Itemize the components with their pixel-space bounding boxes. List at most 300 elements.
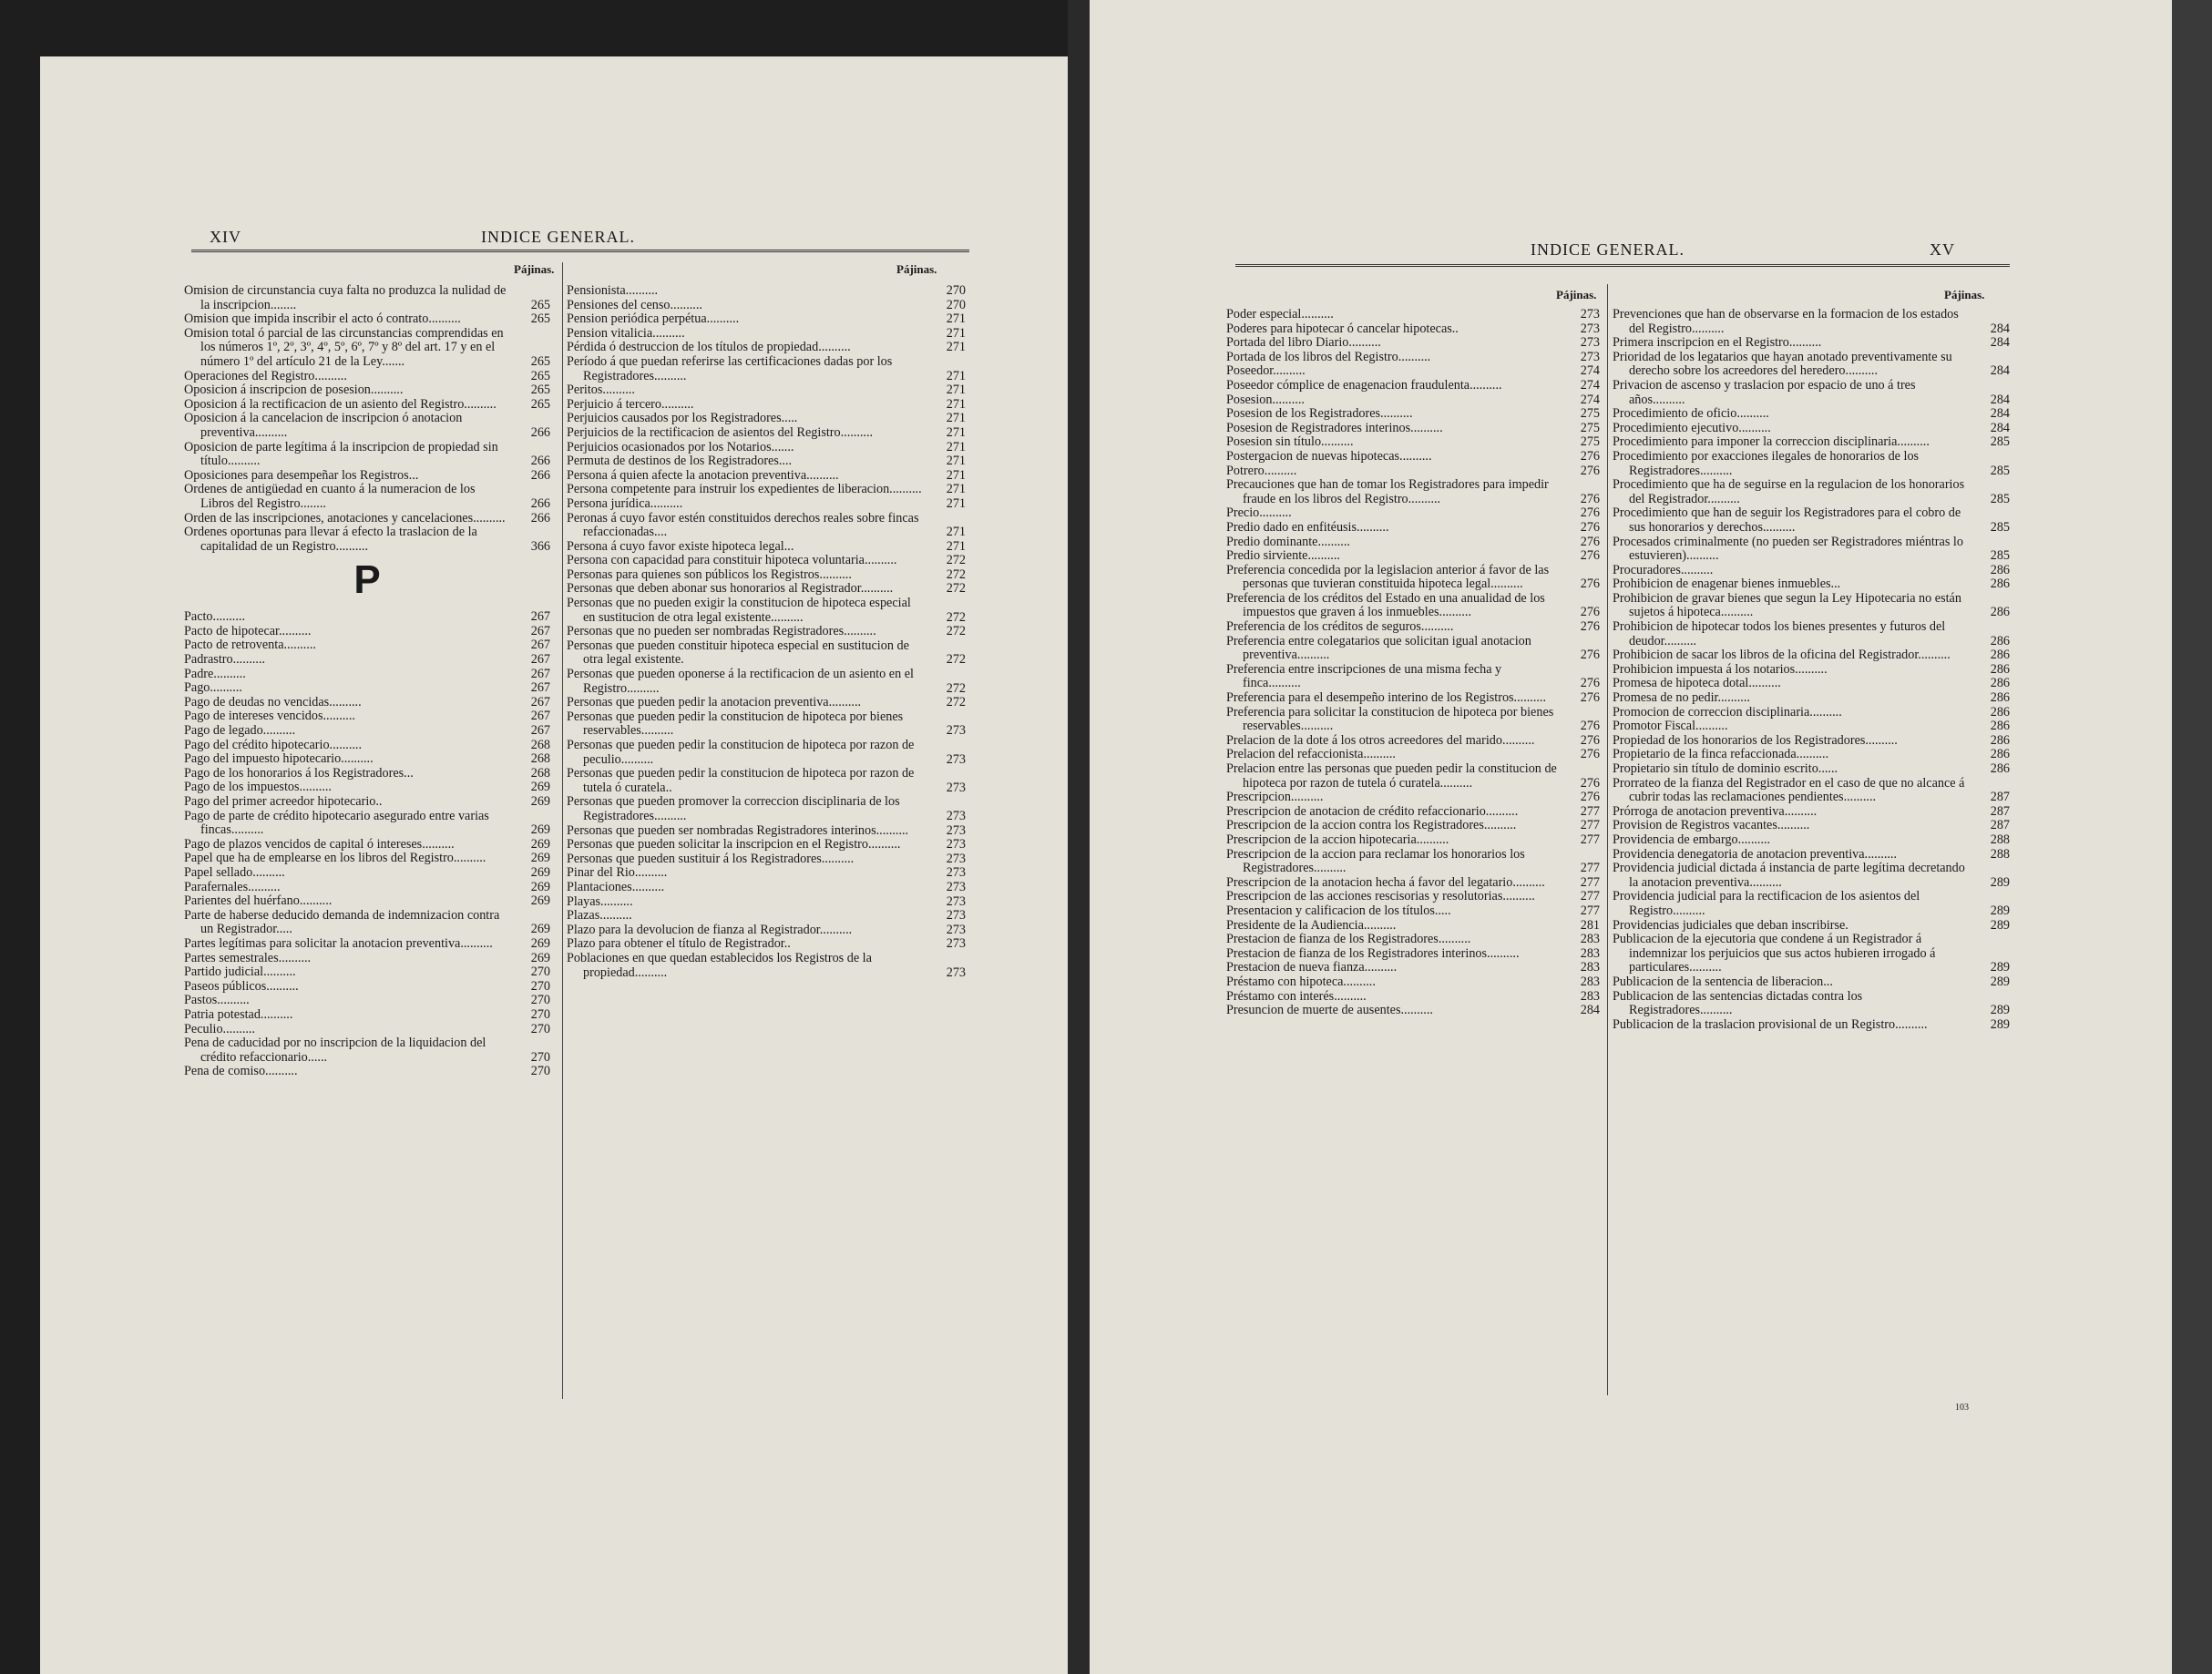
entry-text: Permuta de destinos de los Registradores.... [567, 454, 793, 469]
entry-text: Personas que no pueden exigir la constitucion de hipoteca especial en sustitucion de otra legal existente.......... [567, 596, 911, 625]
index-entry [567, 412, 966, 426]
index-entry [567, 895, 966, 910]
index-entry [1613, 577, 2010, 592]
index-entry [184, 610, 550, 625]
index-entry [1226, 592, 1600, 620]
entry-text: Pension periódica perpétua.......... [567, 311, 740, 327]
index-entry [567, 696, 966, 710]
entry-text: Persona jurídica.......... [567, 495, 683, 511]
index-entry [184, 1008, 550, 1023]
entry-text: Pago de intereses vencidos.......... [184, 709, 355, 724]
entry-page: 271 [946, 411, 966, 426]
entry-page: 287 [1990, 818, 2010, 833]
index-entry [567, 739, 966, 767]
entry-page: 289 [1990, 1003, 2010, 1018]
index-entry [184, 1036, 550, 1065]
entry-text: Oposicion de parte legítima á la inscripcion de propiedad sin título.......... [184, 439, 498, 469]
entry-page: 286 [1990, 690, 2010, 706]
index-entry [184, 483, 550, 511]
index-entry [184, 469, 550, 484]
entry-text: Paseos públicos.......... [184, 978, 299, 994]
index-entry [567, 454, 966, 469]
index-entry [1226, 364, 1600, 379]
entry-page: 276 [1580, 732, 1600, 748]
entry-text: Pago de deudas no vencidas.......... [184, 694, 362, 709]
index-entry [567, 469, 966, 484]
entry-text: Padrastro.......... [184, 652, 266, 668]
index-entry [184, 752, 550, 767]
index-entry [1226, 805, 1600, 820]
index-entry [1613, 706, 2010, 720]
entry-page: 267 [530, 609, 550, 625]
index-entry [184, 952, 550, 966]
index-entry [1613, 777, 2010, 805]
entry-page: 271 [946, 340, 966, 355]
entry-text: Prescripcion de la accion contra los Registradores.......... [1226, 818, 1517, 833]
entry-page: 272 [946, 609, 966, 625]
index-entry [567, 398, 966, 413]
entry-text: Partes semestrales.......... [184, 950, 312, 965]
index-entry [567, 824, 966, 839]
entry-text: Pago de legado.......... [184, 723, 296, 739]
entry-page: 276 [1580, 448, 1600, 464]
entry-page: 273 [946, 837, 966, 852]
entry-text: Presidente de la Audiencia.......... [1226, 917, 1397, 933]
entry-page: 268 [530, 737, 550, 752]
entry-page: 276 [1580, 519, 1600, 535]
index-entry [184, 370, 550, 384]
entry-text: Precauciones que han de tomar los Registradores para impedir fraude en los libros del Registro.......... [1226, 477, 1549, 506]
entry-text: Propiedad de los honorarios de los Registradores.......... [1613, 732, 1898, 748]
entry-page: 276 [1580, 577, 1600, 592]
index-entry [1613, 663, 2010, 678]
index-entry [1226, 819, 1600, 833]
entry-page: 275 [1580, 420, 1600, 435]
index-entry [1226, 990, 1600, 1005]
index-entry [1613, 422, 2010, 436]
entry-page: 284 [1990, 406, 2010, 422]
entry-page: 269 [530, 864, 550, 880]
index-entry [184, 284, 550, 312]
entry-text: Parte de haberse deducido demanda de indemnizacion contra un Registrador..... [184, 907, 500, 937]
entry-text: Personas que pueden solicitar la inscripcion en el Registro.......... [567, 837, 901, 852]
entry-text: Publicacion de las sentencias dictadas contra los Registradores.......... [1613, 988, 1863, 1018]
entry-text: Presentacion y calificacion de los títulos..... [1226, 903, 1451, 918]
entry-text: Plantaciones.......... [567, 879, 665, 894]
entry-page: 266 [530, 510, 550, 526]
index-entry [1613, 379, 2010, 407]
entry-text: Prescripcion de las acciones rescisorias y resolutorias.......... [1226, 889, 1535, 904]
entry-page: 284 [1580, 1003, 1600, 1018]
index-entry [1226, 308, 1600, 322]
entry-page: 289 [1990, 874, 2010, 890]
index-entry [1226, 748, 1600, 762]
index-entry [1226, 536, 1600, 550]
index-entry [1226, 564, 1600, 592]
index-entry [567, 866, 966, 881]
entry-text: Persona á cuyo favor existe hipoteca legal... [567, 538, 794, 554]
index-entry [184, 909, 550, 937]
column-divider-left [562, 262, 563, 1399]
index-entry [1613, 620, 2010, 648]
entry-page: 272 [946, 680, 966, 696]
entry-text: Promocion de correccion disciplinaria.......... [1613, 704, 1842, 720]
entry-page: 269 [530, 935, 550, 951]
entry-text: Providencia denegatoria de anotacion preventiva.......... [1613, 846, 1898, 862]
index-entry [567, 909, 966, 924]
entry-text: Patria potestad.......... [184, 1006, 293, 1022]
entry-page: 276 [1580, 747, 1600, 762]
index-entry [567, 625, 966, 639]
entry-page: 283 [1580, 960, 1600, 975]
entry-text: Oposicion á la cancelacion de inscripcion ó anotacion preventiva.......... [184, 411, 463, 440]
entry-text: Oposiciones para desempeñar los Registros... [184, 467, 419, 483]
entry-page: 276 [1580, 676, 1600, 691]
entry-text: Persona á quien afecte la anotacion preventiva.......... [567, 467, 839, 483]
entry-text: Prescripcion.......... [1226, 790, 1324, 805]
entry-page: 265 [530, 311, 550, 327]
entry-text: Pacto de retroventa.......... [184, 638, 316, 653]
entry-text: Oposicion á la rectificacion de un asiento del Registro.......... [184, 396, 497, 412]
entry-page: 285 [1990, 519, 2010, 535]
entry-page: 271 [946, 495, 966, 511]
col1-header-left: Pájinas. [514, 262, 555, 276]
index-entry [1226, 450, 1600, 464]
entry-text: Pastos.......... [184, 993, 250, 1008]
entry-page: 273 [1580, 349, 1600, 364]
book-gutter [1068, 0, 1090, 1674]
index-entry [1226, 762, 1600, 791]
index-entry [184, 781, 550, 795]
entry-text: Poseedor.......... [1226, 363, 1306, 379]
entry-text: Período á que puedan referirse las certificaciones dadas por los Registradores.......... [567, 353, 893, 383]
left-column-1 [184, 284, 550, 1079]
index-entry [1226, 635, 1600, 663]
index-entry [1613, 450, 2010, 478]
index-entry [1226, 975, 1600, 990]
entry-page: 271 [946, 454, 966, 469]
entry-text: Prestacion de fianza de los Registradores.......... [1226, 932, 1471, 947]
entry-text: Préstamo con hipoteca.......... [1226, 974, 1376, 989]
entry-page: 277 [1580, 889, 1600, 904]
entry-page: 269 [530, 780, 550, 795]
index-entry [1613, 720, 2010, 734]
section-letter: P [353, 557, 381, 603]
index-entry [1226, 833, 1600, 848]
entry-text: Providencia de embargo.......... [1613, 832, 1771, 847]
index-entry [567, 597, 966, 625]
index-entry [1226, 464, 1600, 479]
entry-text: Procesados criminalmente (no pueden ser Registradores miéntras lo estuvieren).......... [1613, 534, 1963, 564]
entry-text: Pago del impuesto hipotecario.......... [184, 751, 374, 767]
entry-text: Oposicion á inscripcion de posesion.......... [184, 383, 404, 398]
entry-page: 267 [530, 623, 550, 638]
entry-text: Persona con capacidad para constituir hipoteca voluntaria.......... [567, 553, 897, 568]
index-entry [1613, 933, 2010, 975]
entry-page: 274 [1580, 392, 1600, 407]
entry-page: 274 [1580, 363, 1600, 379]
entry-page: 287 [1990, 790, 2010, 805]
entry-page: 271 [946, 424, 966, 440]
entry-page: 277 [1580, 903, 1600, 918]
entry-text: Prohibicion de hipotecar todos los bienes presentes y futuros del deudor.......... [1613, 619, 1946, 648]
entry-page: 286 [1990, 605, 2010, 620]
index-entry [567, 838, 966, 852]
index-entry [184, 653, 550, 668]
entry-text: Parafernales.......... [184, 879, 281, 894]
entry-page: 269 [530, 851, 550, 866]
entry-text: Pacto de hipotecar.......... [184, 623, 312, 638]
entry-text: Ordenes oportunas para llevar á efecto la traslacion de la capitalidad de un Registro.......... [184, 525, 477, 554]
index-entry [1226, 848, 1600, 876]
index-entry [1226, 549, 1600, 564]
entry-text: Posesion.......... [1226, 392, 1305, 407]
index-entry [1226, 422, 1600, 436]
entry-text: Propietario sin título de dominio escrito...... [1613, 761, 1838, 776]
index-entry [1226, 904, 1600, 919]
column-divider-right [1607, 284, 1608, 1395]
index-entry [567, 568, 966, 583]
index-entry [567, 767, 966, 795]
entry-text: Prohibicion de enagenar bienes inmuebles... [1613, 577, 1841, 592]
entry-text: Peculio.......... [184, 1021, 256, 1036]
entry-page: 286 [1990, 719, 2010, 734]
index-entry [1613, 862, 2010, 890]
entry-text: Perjuicios ocasionados por los Notarios....... [567, 439, 794, 454]
index-entry [1226, 336, 1600, 351]
entry-text: Perjuicios de la rectificacion de asientos del Registro.......... [567, 424, 874, 440]
entry-page: 270 [530, 978, 550, 994]
entry-page: 286 [1990, 704, 2010, 720]
entry-text: Procedimiento para imponer la correccion disciplinaria.......... [1613, 434, 1930, 450]
entry-text: Persona competente para instruir los expedientes de liberacion.......... [567, 482, 922, 497]
entry-page: 277 [1580, 803, 1600, 819]
entry-text: Poderes para hipotecar ó cancelar hipotecas.. [1226, 321, 1459, 336]
entry-text: Partido judicial.......... [184, 965, 296, 980]
index-entry [1613, 536, 2010, 564]
entry-text: Plazo para la devolucion de fianza al Registrador.......... [567, 922, 853, 937]
entry-page: 271 [946, 396, 966, 412]
index-entry [184, 852, 550, 866]
entry-text: Providencias judiciales que deban inscribirse. [1613, 917, 1848, 933]
entry-page: 285 [1990, 463, 2010, 478]
entry-page: 265 [530, 368, 550, 383]
page-number-left: XIV [210, 228, 241, 246]
entry-page: 274 [1580, 377, 1600, 393]
index-entry [1613, 805, 2010, 820]
entry-text: Postergacion de nuevas hipotecas.......... [1226, 448, 1432, 464]
index-entry [1226, 890, 1600, 904]
entry-text: Plazas.......... [567, 908, 632, 924]
entry-text: Pago del crédito hipotecario.......... [184, 737, 363, 752]
index-entry [184, 894, 550, 909]
index-entry [567, 639, 966, 668]
entry-page: 273 [1580, 335, 1600, 351]
entry-page: 271 [946, 467, 966, 483]
entry-page: 283 [1580, 988, 1600, 1004]
entry-page: 272 [946, 624, 966, 639]
entry-page: 283 [1580, 932, 1600, 947]
entry-text: Pago de parte de crédito hipotecario asegurado entre varias fincas.......... [184, 808, 489, 838]
entry-page: 270 [530, 1049, 550, 1065]
entry-page: 273 [946, 780, 966, 795]
entry-text: Personas que pueden pedir la anotacion preventiva.......... [567, 695, 862, 710]
entry-page: 288 [1990, 832, 2010, 847]
index-entry [1613, 975, 2010, 990]
entry-page: 266 [530, 424, 550, 440]
entry-page: 273 [946, 908, 966, 924]
entry-text: Publicacion de la sentencia de liberacion... [1613, 974, 1833, 989]
entry-page: 273 [1580, 307, 1600, 322]
index-entry [567, 383, 966, 398]
index-entry [184, 625, 550, 639]
entry-text: Prescripcion de anotacion de crédito refaccionario.......... [1226, 803, 1519, 819]
entry-text: Predio dado en enfitéusis.......... [1226, 519, 1389, 535]
entry-page: 286 [1990, 747, 2010, 762]
index-entry [567, 952, 966, 980]
entry-page: 273 [946, 723, 966, 739]
entry-page: 366 [530, 538, 550, 554]
index-entry [184, 638, 550, 653]
entry-text: Pago.......... [184, 680, 242, 696]
index-entry [1226, 435, 1600, 450]
entry-page: 267 [530, 652, 550, 668]
entry-text: Poseedor cómplice de enagenacion fraudulenta.......... [1226, 377, 1502, 393]
entry-page: 265 [530, 353, 550, 369]
entry-text: Portada de los libros del Registro.......... [1226, 349, 1431, 364]
index-entry [567, 554, 966, 568]
entry-text: Provision de Registros vacantes.......... [1613, 818, 1810, 833]
index-entry [184, 795, 550, 810]
entry-page: 273 [946, 879, 966, 894]
index-entry [567, 582, 966, 597]
entry-page: 276 [1580, 619, 1600, 635]
index-entry [1613, 848, 2010, 863]
entry-text: Prescripcion de la accion hipotecaria.......... [1226, 832, 1449, 847]
entry-text: Poblaciones en que quedan establecidos los Registros de la propiedad.......... [567, 950, 872, 980]
index-entry [1226, 791, 1600, 805]
index-entry [567, 512, 966, 540]
index-entry [1226, 947, 1600, 962]
entry-text: Prescripcion de la anotacion hecha á favor del legatario.......... [1226, 874, 1545, 890]
entry-text: Plazo para obtener el título de Registrador.. [567, 936, 791, 952]
index-entry [184, 512, 550, 526]
entry-page: 289 [1990, 974, 2010, 989]
entry-page: 271 [946, 325, 966, 341]
entry-text: Omision que impida inscribir el acto ó contrato.......... [184, 311, 461, 327]
index-entry [184, 724, 550, 739]
entry-text: Personas que pueden pedir la constitucion de hipoteca por razon de peculio.......... [567, 738, 915, 767]
entry-page: 270 [530, 1006, 550, 1022]
entry-text: Perjuicios causados por los Registradores..... [567, 411, 798, 426]
index-entry [1226, 706, 1600, 734]
entry-page: 287 [1990, 803, 2010, 819]
col2-header-left: Pájinas. [896, 262, 937, 276]
index-entry [184, 526, 550, 554]
entry-text: Playas.......... [567, 893, 633, 909]
entry-page: 285 [1990, 434, 2010, 450]
entry-text: Prórroga de anotacion preventiva.......... [1613, 803, 1818, 819]
index-entry [1613, 919, 2010, 934]
entry-page: 272 [946, 567, 966, 582]
index-entry [1613, 564, 2010, 578]
index-entry [184, 937, 550, 952]
entry-page: 286 [1990, 648, 2010, 663]
entry-page: 281 [1580, 917, 1600, 933]
entry-text: Prelacion del refaccionista.......... [1226, 747, 1396, 762]
entry-page: 267 [530, 709, 550, 724]
entry-text: Prestacion de nueva fianza.......... [1226, 960, 1398, 975]
index-entry [1613, 691, 2010, 706]
entry-page: 277 [1580, 832, 1600, 847]
col2-header-right: Pájinas. [1944, 288, 1985, 301]
entry-text: Propietario de la finca refaccionada.......... [1613, 747, 1829, 762]
entry-page: 286 [1990, 633, 2010, 648]
head-rule-left [191, 250, 969, 252]
entry-page: 283 [1580, 974, 1600, 989]
index-entry [184, 681, 550, 696]
entry-text: Prevenciones que han de observarse en la formacion de los estados del Registro.......... [1613, 307, 1959, 336]
entry-text: Posesion sin título.......... [1226, 434, 1354, 450]
index-entry [1613, 1018, 2010, 1033]
entry-page: 284 [1990, 363, 2010, 379]
entry-page: 265 [530, 396, 550, 412]
entry-text: Partes legítimas para solicitar la anotacion preventiva.......... [184, 935, 493, 951]
index-entry [184, 327, 550, 370]
right-column-2 [1613, 308, 2010, 1032]
index-entry [184, 441, 550, 469]
entry-page: 270 [946, 283, 966, 298]
entry-page: 277 [1580, 874, 1600, 890]
entry-text: Promesa de hipoteca dotal.......... [1613, 676, 1781, 691]
entry-text: Personas que pueden constituir hipoteca especial en sustitucion de otra legal existente. [567, 638, 909, 668]
index-entry [1226, 393, 1600, 408]
right-page [1090, 0, 2172, 1674]
index-entry [1226, 1004, 1600, 1018]
index-entry [1613, 748, 2010, 762]
entry-text: Posesion de los Registradores.......... [1226, 406, 1413, 422]
entry-text: Providencia judicial dictada á instancia de parte legítima decretando la anotacion preventiva.......... [1613, 861, 1965, 890]
entry-text: Papel que ha de emplearse en los libros del Registro.......... [184, 851, 486, 866]
entry-page: 276 [1580, 648, 1600, 663]
entry-page: 271 [946, 525, 966, 540]
entry-text: Personas que pueden ser nombradas Registradores interinos.......... [567, 822, 909, 838]
entry-text: Prioridad de los legatarios que hayan anotado preventivamente su derecho sobre los acreedores del heredero.......... [1613, 349, 1952, 379]
entry-page: 270 [530, 993, 550, 1008]
entry-page: 275 [1580, 406, 1600, 422]
entry-page: 276 [1580, 690, 1600, 706]
entry-page: 289 [1990, 903, 2010, 918]
entry-text: Papel sellado.......... [184, 864, 285, 880]
index-entry [1226, 919, 1600, 934]
entry-text: Preferencia para el desempeño interino de los Registros.......... [1226, 690, 1547, 706]
entry-text: Prohibicion impuesta á los notarios.......... [1613, 661, 1828, 677]
entry-page: 272 [946, 553, 966, 568]
index-entry [1226, 379, 1600, 393]
entry-text: Personas que pueden promover la correccion disciplinaria de los Registradores.......... [567, 794, 900, 823]
signature-mark: 103 [1955, 1403, 1969, 1413]
entry-page: 271 [946, 439, 966, 454]
entry-text: Pago del primer acreedor hipotecario.. [184, 794, 383, 809]
entry-text: Prelacion entre las personas que pueden pedir la constitucion de hipoteca por razon de tutela ó curatela.......... [1226, 761, 1557, 791]
entry-page: 273 [946, 851, 966, 866]
entry-page: 273 [1580, 321, 1600, 336]
entry-page: 270 [530, 965, 550, 980]
index-entry [184, 312, 550, 327]
entry-text: Ordenes de antigüedad en cuanto á la numeracion de los Libros del Registro........ [184, 482, 476, 511]
entry-page: 266 [530, 454, 550, 469]
entry-text: Pacto.......... [184, 609, 245, 625]
